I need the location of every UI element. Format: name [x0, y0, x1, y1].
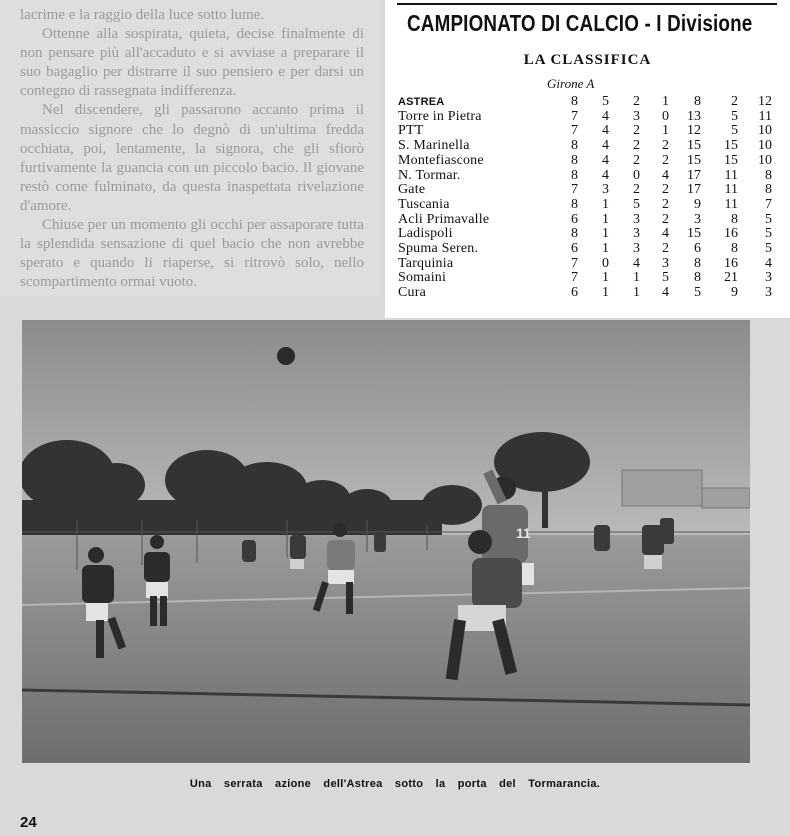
stat-cell: 2: [662, 196, 669, 212]
stat-cell: 8: [571, 226, 578, 242]
stat-cell: 6: [571, 241, 578, 257]
stat-cell: 1: [602, 211, 609, 227]
standings-table: [398, 95, 772, 301]
stat-cell: 4: [602, 108, 609, 124]
stat-cell: 2: [633, 152, 640, 168]
stat-cell: 2: [633, 123, 640, 139]
previous-article-paragraph: lacrime e la raggio della luce sotto lume.: [20, 7, 265, 23]
stat-cell: 3: [633, 108, 640, 124]
team-name: Tuscania: [398, 196, 450, 212]
stat-cell: 15: [687, 226, 701, 242]
stat-cell: 8: [571, 196, 578, 212]
stat-cell: 8: [571, 138, 578, 154]
standings-row: [398, 124, 772, 139]
stat-cell: 1: [662, 94, 669, 109]
previous-article-paragraph: Ottenne alla sospirata, quieta, decise finalmente di non pensare più all'accaduto e si avviase a preparare il suo bagaglio per distrarre il suo pensiero e per darsi un contegno di rassegnata indifferenza.: [20, 26, 364, 100]
points-cell: 7: [765, 196, 772, 212]
stat-cell: 2: [731, 94, 738, 109]
stat-cell: 2: [662, 152, 669, 168]
stat-cell: 3: [662, 255, 669, 271]
pitch: [22, 535, 750, 763]
stat-cell: 7: [571, 123, 578, 139]
stat-cell: 4: [602, 123, 609, 139]
standings-row: [398, 242, 772, 257]
standings-row: [398, 257, 772, 272]
standings-row: [398, 95, 772, 110]
stat-cell: 15: [687, 152, 701, 168]
stat-cell: 4: [602, 138, 609, 154]
stat-cell: 2: [633, 138, 640, 154]
match-photograph: [22, 320, 750, 763]
stat-cell: 8: [694, 270, 701, 286]
stat-cell: 3: [633, 241, 640, 257]
stat-cell: 2: [633, 94, 640, 109]
stat-cell: 6: [571, 285, 578, 301]
stat-cell: 4: [602, 167, 609, 183]
football: [277, 347, 295, 365]
stat-cell: 5: [731, 108, 738, 124]
stat-cell: 8: [571, 167, 578, 183]
league-title: CAMPIONATO DI CALCIO - I Divisione: [407, 10, 753, 36]
stat-cell: 1: [602, 196, 609, 212]
previous-article-text: [0, 0, 380, 296]
stat-cell: 16: [724, 226, 738, 242]
stat-cell: 15: [724, 152, 738, 168]
stat-cell: 3: [602, 182, 609, 198]
stat-cell: 7: [571, 270, 578, 286]
points-cell: 10: [758, 152, 772, 168]
points-cell: 5: [765, 211, 772, 227]
previous-article-paragraph: Nel discendere, gli passarono accanto prima il massiccio signore che lo degnò di un'ultima fredda occhiata, poi, lentamente, la signora, che gli sfiorò furtivamente la guancia con un piccolo bacio. Il giovane restò come fulminato, da questa inaspettata rivelazione d'amore.: [20, 102, 364, 214]
group-label: Girone A: [547, 76, 595, 91]
team-name: N. Tormar.: [398, 167, 461, 183]
football-action-photo: [22, 320, 750, 763]
points-cell: 11: [758, 108, 772, 124]
stat-cell: 5: [633, 196, 640, 212]
stat-cell: 1: [633, 270, 640, 286]
points-cell: 5: [765, 241, 772, 257]
stat-cell: 17: [687, 167, 701, 183]
stat-cell: 2: [633, 182, 640, 198]
stat-cell: 2: [662, 182, 669, 198]
team-name: Gate: [398, 182, 426, 198]
stat-cell: 4: [662, 167, 669, 183]
points-cell: 10: [758, 123, 772, 139]
stat-cell: 5: [731, 123, 738, 139]
league-standings-panel: [385, 0, 790, 318]
stat-cell: 8: [571, 94, 578, 109]
points-cell: 10: [758, 138, 772, 154]
stat-cell: 4: [633, 255, 640, 271]
stat-cell: 1: [602, 226, 609, 242]
stat-cell: 3: [694, 211, 701, 227]
team-name: S. Marinella: [398, 138, 470, 154]
points-cell: 3: [765, 285, 772, 301]
stat-cell: 4: [602, 152, 609, 168]
stat-cell: 6: [694, 241, 701, 257]
stat-cell: 1: [602, 270, 609, 286]
team-name: Tarquinia: [398, 255, 454, 271]
stat-cell: 12: [687, 123, 701, 139]
standings-row: [398, 169, 772, 184]
photo-caption: Una serrata azione dell'Astrea sotto la porta del Tormarancia.: [189, 778, 601, 790]
points-cell: 3: [765, 270, 772, 286]
stat-cell: 1: [633, 285, 640, 301]
team-name: PTT: [398, 123, 424, 139]
stat-cell: 7: [571, 255, 578, 271]
team-name: Torre in Pietra: [398, 108, 482, 124]
stat-cell: 3: [633, 211, 640, 227]
team-name: Acli Primavalle: [398, 211, 490, 227]
standings-row: [398, 183, 772, 198]
stat-cell: 21: [724, 270, 738, 286]
stat-cell: 9: [694, 196, 701, 212]
stat-cell: 17: [687, 182, 701, 198]
standings-row: [398, 139, 772, 154]
stat-cell: 2: [662, 241, 669, 257]
standings-row: [398, 110, 772, 125]
page-number: 24: [20, 814, 37, 831]
stat-cell: 0: [602, 255, 609, 271]
standings-heading: LA CLASSIFICA: [523, 52, 652, 68]
stat-cell: 8: [731, 241, 738, 257]
team-name: Somaini: [398, 270, 447, 286]
top-rule: [397, 3, 777, 5]
team-name: Spuma Seren.: [398, 241, 479, 257]
stat-cell: 2: [662, 211, 669, 227]
stat-cell: 8: [694, 255, 701, 271]
stat-cell: 0: [633, 167, 640, 183]
stat-cell: 16: [724, 255, 738, 271]
stat-cell: 3: [633, 226, 640, 242]
team-name: Montefiascone: [398, 152, 484, 168]
stat-cell: 1: [602, 241, 609, 257]
stat-cell: 8: [731, 211, 738, 227]
standings-body: [398, 95, 772, 301]
points-cell: 8: [765, 182, 772, 198]
stat-cell: 2: [662, 138, 669, 154]
stat-cell: 6: [571, 211, 578, 227]
team-name: ASTREA: [398, 96, 445, 108]
stat-cell: 5: [602, 94, 609, 109]
standings-row: [398, 213, 772, 228]
stat-cell: 8: [571, 152, 578, 168]
stat-cell: 4: [662, 285, 669, 301]
team-name: Ladispoli: [398, 226, 453, 242]
stat-cell: 11: [724, 196, 738, 212]
stat-cell: 1: [602, 285, 609, 301]
stat-cell: 11: [724, 167, 738, 183]
previous-article-paragraph: Chiuse per un momento gli occhi per assaporare tutta la splendida sensazione di quel bacio che non avrebbe sperato e quando li riaperse, si ritrovò solo, nello scompartimento ormai vuoto.: [20, 217, 364, 291]
stat-cell: 5: [662, 270, 669, 286]
standings-row: [398, 198, 772, 213]
standings-row: [398, 154, 772, 169]
stat-cell: 15: [724, 138, 738, 154]
points-cell: 4: [765, 255, 772, 271]
team-name: Cura: [398, 285, 427, 301]
stat-cell: 7: [571, 108, 578, 124]
points-cell: 12: [758, 94, 772, 109]
stat-cell: 9: [731, 285, 738, 301]
stat-cell: 5: [694, 285, 701, 301]
stat-cell: 15: [687, 138, 701, 154]
stat-cell: 11: [724, 182, 738, 198]
points-cell: 8: [765, 167, 772, 183]
points-cell: 5: [765, 226, 772, 242]
standings-row: [398, 271, 772, 286]
stat-cell: 7: [571, 182, 578, 198]
stat-cell: 0: [662, 108, 669, 124]
standings-row: [398, 286, 772, 301]
jersey-number: 11: [516, 525, 531, 541]
stat-cell: 4: [662, 226, 669, 242]
standings-row: [398, 227, 772, 242]
stat-cell: 8: [694, 94, 701, 109]
stat-cell: 13: [687, 108, 701, 124]
stat-cell: 1: [662, 123, 669, 139]
